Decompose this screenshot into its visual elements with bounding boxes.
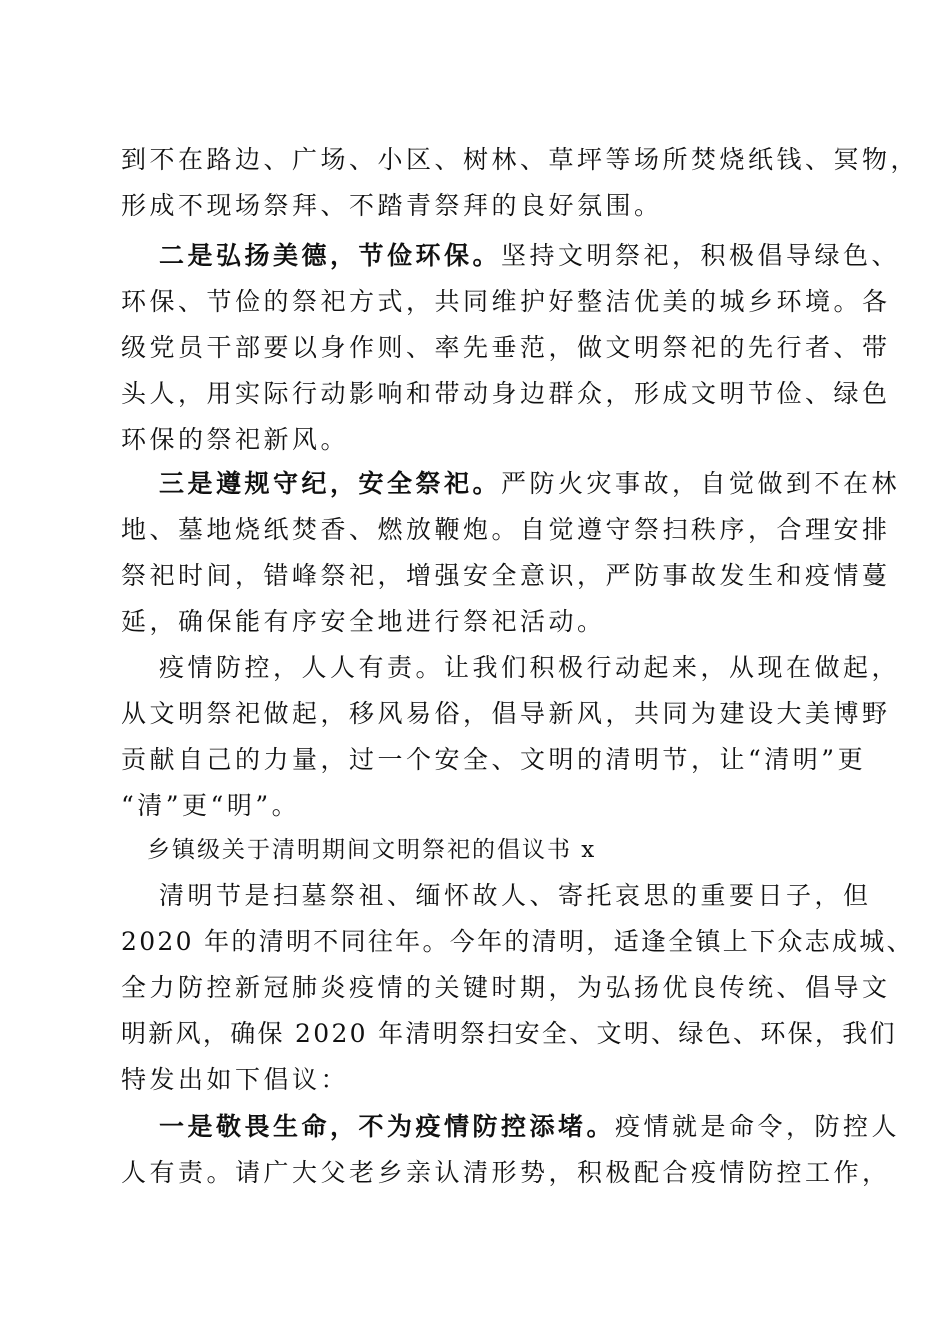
text-line: 从文明祭祀做起，移风易俗，倡导新风，共同为建设大美博野 [121, 699, 891, 728]
text-line: 贡献自己的力量，过一个安全、文明的清明节，让“清明”更 [121, 745, 867, 774]
text-line: 到不在路边、广场、小区、树林、草坪等场所焚烧纸钱、冥物， [121, 145, 920, 174]
text-line: 疫情防控，人人有责。让我们积极行动起来，从现在做起， [159, 653, 901, 682]
section-heading: 三是遵规守纪，安全祭祀。 [159, 469, 502, 498]
text-line: 2020 年的清明不同往年。今年的清明，适逢全镇上下众志成城、 [121, 927, 914, 956]
text-line: 全力防控新冠肺炎疫情的关键时期，为弘扬优良传统、倡导文 [121, 973, 891, 1002]
text-line: 特发出如下倡议： [121, 1065, 350, 1094]
section-heading: 二是弘扬美德，节俭环保。 [159, 241, 502, 270]
text-line: 祭祀时间，错峰祭祀，增强安全意识，严防事故发生和疫情蔓 [121, 561, 891, 590]
text-line: 头人，用实际行动影响和带动身边群众，形成文明节俭、绿色 [121, 379, 891, 408]
text-line: 明新风，确保 2020 年清明祭扫安全、文明、绿色、环保，我们 [121, 1019, 897, 1048]
section-heading: 一是敬畏生命，不为疫情防控添堵。 [159, 1112, 616, 1141]
text-line: 一是敬畏生命，不为疫情防控添堵。疫情就是命令，防控人 [159, 1112, 901, 1141]
text-line: 延，确保能有序安全地进行祭祀活动。 [121, 607, 606, 636]
text-line: “清”更“明”。 [121, 791, 301, 820]
text-line: 环保、节俭的祭祀方式，共同维护好整洁优美的城乡环境。各 [121, 287, 891, 316]
text-line: 二是弘扬美德，节俭环保。坚持文明祭祀，积极倡导绿色、 [159, 241, 901, 270]
text-line: 地、墓地烧纸焚香、燃放鞭炮。自觉遵守祭扫秩序，合理安排 [121, 515, 891, 544]
document-title: 乡镇级关于清明期间文明祭祀的倡议书 x [147, 837, 597, 863]
text-line: 形成不现场祭拜、不踏青祭拜的良好氛围。 [121, 191, 663, 220]
text-line: 三是遵规守纪，安全祭祀。严防火灾事故，自觉做到不在林 [159, 469, 901, 498]
text-line: 级党员干部要以身作则、率先垂范，做文明祭祀的先行者、带 [121, 333, 891, 362]
text-line: 环保的祭祀新风。 [121, 425, 350, 454]
text-line: 清明节是扫墓祭祖、缅怀故人、寄托哀思的重要日子，但 [159, 881, 872, 910]
text-line: 人有责。请广大父老乡亲认清形势，积极配合疫情防控工作， [121, 1158, 891, 1187]
